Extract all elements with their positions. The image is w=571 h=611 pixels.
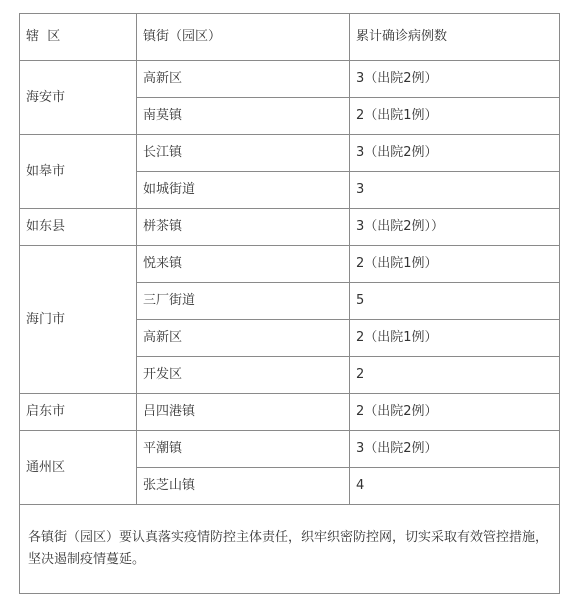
- district-cell: 如东县: [20, 209, 137, 246]
- table-row: [20, 246, 560, 283]
- town-cell: 南莫镇: [137, 98, 350, 135]
- town-cell: 平潮镇: [137, 431, 350, 468]
- table-row: [20, 394, 560, 431]
- header-count: 累计确诊病例数: [350, 14, 560, 61]
- note-text: 各镇街（园区）要认真落实疫情防控主体责任，织牢织密防控网，切实采取有效管控措施，坚决遏制疫情蔓延。: [20, 505, 560, 594]
- header-district: 辖 区: [20, 14, 137, 61]
- town-cell: 栟茶镇: [137, 209, 350, 246]
- district-cell: 海门市: [20, 246, 137, 394]
- town-cell: 高新区: [137, 61, 350, 98]
- case-count-cell: 2: [350, 357, 560, 394]
- case-count-cell: 3（出院2例）: [350, 431, 560, 468]
- town-cell: 张芝山镇: [137, 468, 350, 505]
- case-count-cell: 3（出院2例）: [350, 61, 560, 98]
- town-cell: 三厂街道: [137, 283, 350, 320]
- district-cell: 启东市: [20, 394, 137, 431]
- town-cell: 高新区: [137, 320, 350, 357]
- district-cell: 通州区: [20, 431, 137, 505]
- case-count-cell: 3（出院2例）: [350, 135, 560, 172]
- case-count-cell: 3: [350, 172, 560, 209]
- town-cell: 长江镇: [137, 135, 350, 172]
- table-row: [20, 209, 560, 246]
- case-table: [19, 13, 560, 594]
- town-cell: 悦来镇: [137, 246, 350, 283]
- case-table-body: [20, 14, 560, 594]
- table-header-row: [20, 14, 560, 61]
- case-count-cell: 2（出院1例）: [350, 246, 560, 283]
- case-table-container: [19, 13, 559, 594]
- district-cell: 海安市: [20, 61, 137, 135]
- table-row: [20, 61, 560, 98]
- case-count-cell: 2（出院1例）: [350, 320, 560, 357]
- table-row: [20, 135, 560, 172]
- case-count-cell: 2（出院2例）: [350, 394, 560, 431]
- table-row: [20, 431, 560, 468]
- case-count-cell: 4: [350, 468, 560, 505]
- case-count-cell: 2（出院1例）: [350, 98, 560, 135]
- town-cell: 吕四港镇: [137, 394, 350, 431]
- district-cell: 如皋市: [20, 135, 137, 209]
- case-count-cell: 5: [350, 283, 560, 320]
- town-cell: 如城街道: [137, 172, 350, 209]
- town-cell: 开发区: [137, 357, 350, 394]
- note-row: [20, 505, 560, 594]
- case-count-cell: 3（出院2例））: [350, 209, 560, 246]
- header-town: 镇街（园区）: [137, 14, 350, 61]
